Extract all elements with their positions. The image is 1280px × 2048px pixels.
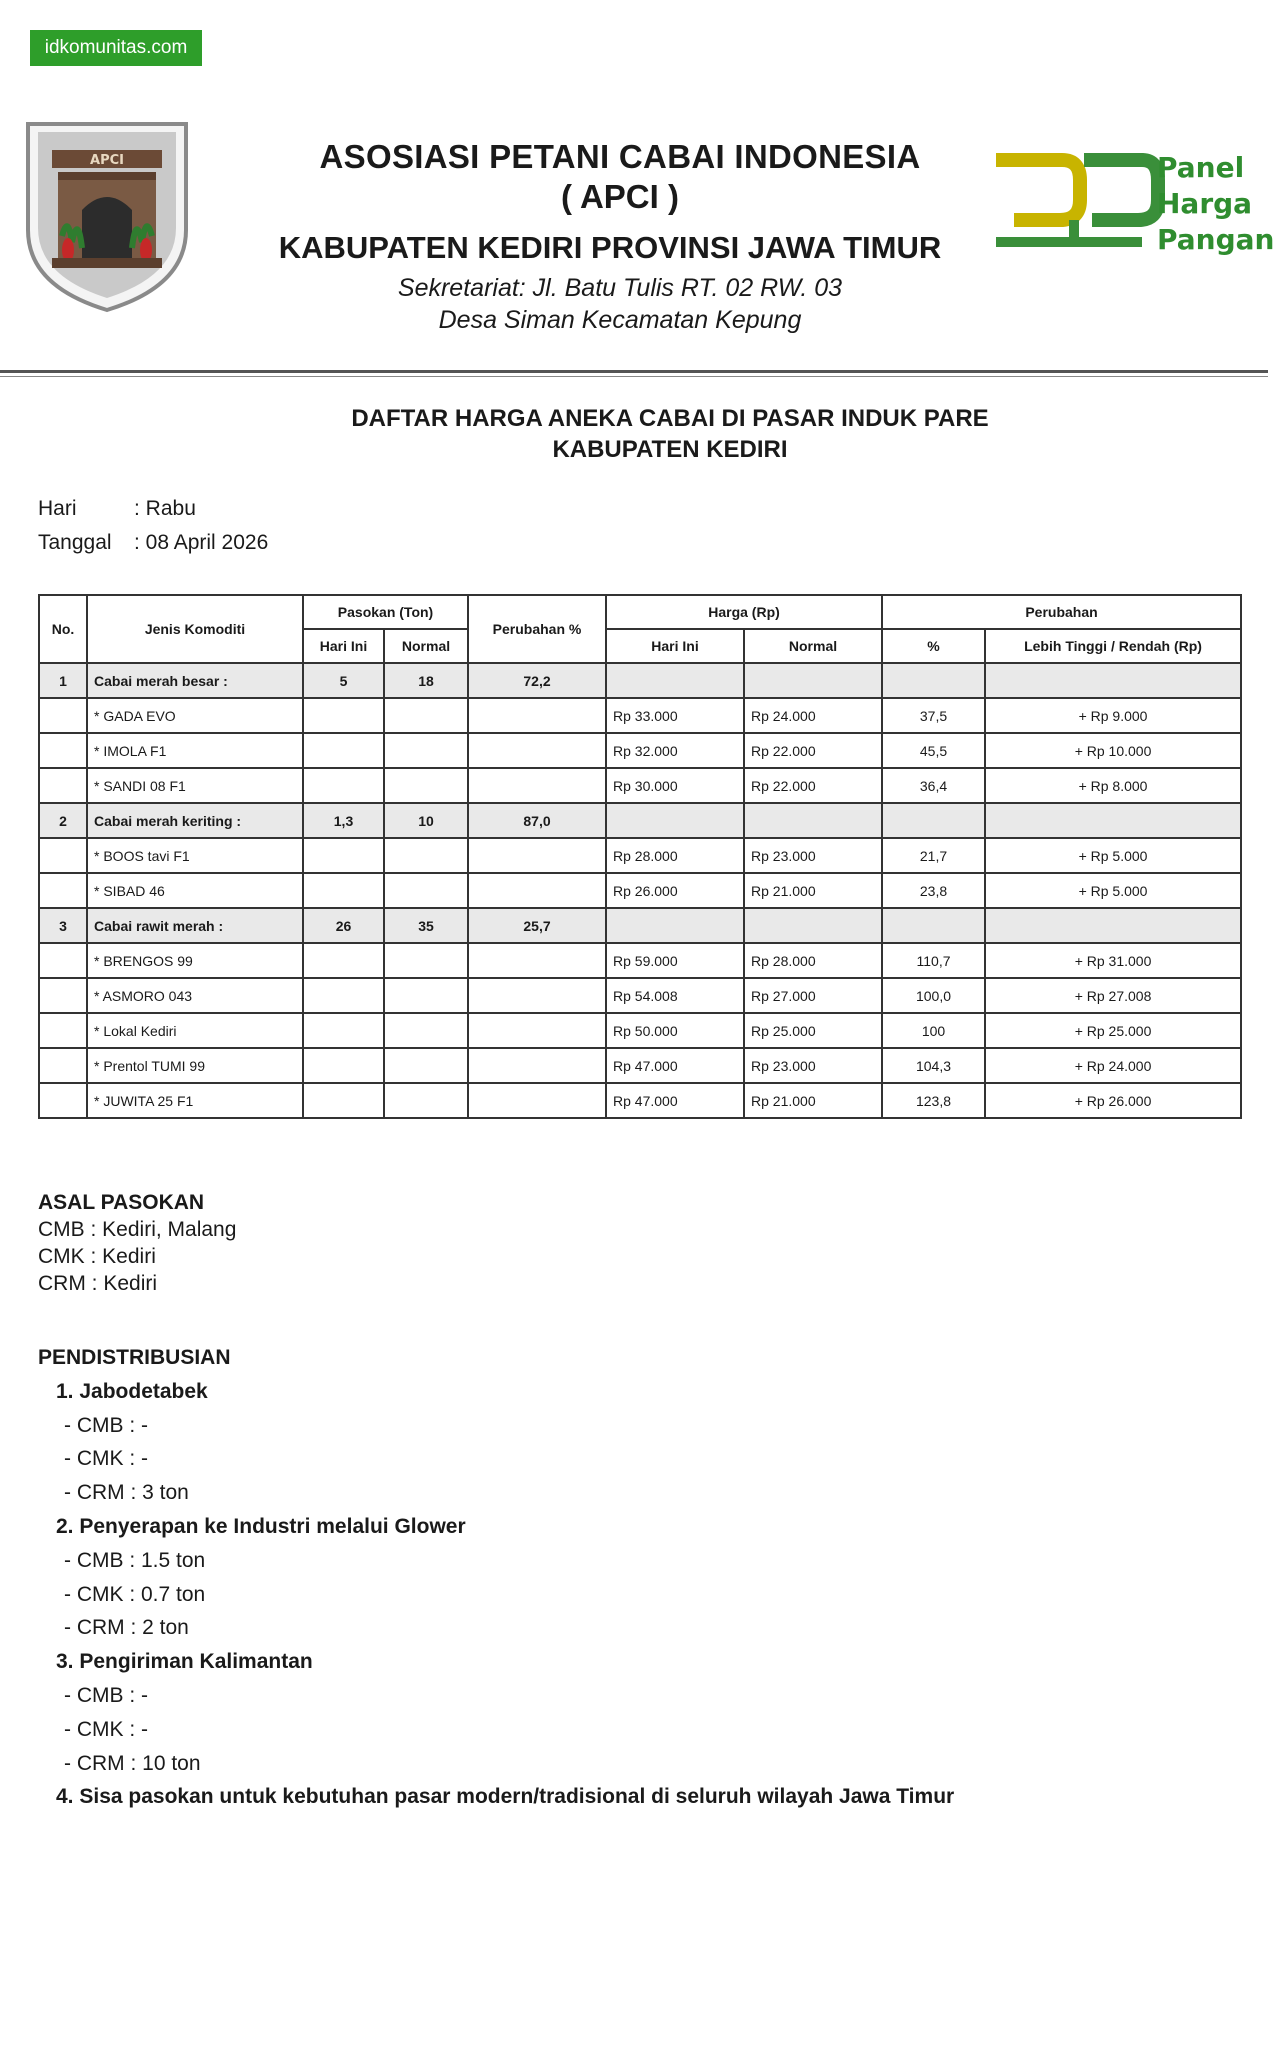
price-change-pct: 123,8	[882, 1083, 985, 1118]
empty-cell	[468, 733, 606, 768]
empty-cell	[744, 803, 882, 838]
price-change-diff: + Rp 10.000	[985, 733, 1241, 768]
day-info	[38, 497, 196, 521]
row-number: 3	[39, 908, 87, 943]
date-value: : 08 April 2026	[134, 531, 269, 554]
variety-name: * Prentol TUMI 99	[87, 1048, 303, 1083]
empty-cell	[384, 978, 468, 1013]
price-change-pct: 100,0	[882, 978, 985, 1013]
price-normal: Rp 27.000	[744, 978, 882, 1013]
empty-cell	[468, 768, 606, 803]
price-change-diff: + Rp 27.008	[985, 978, 1241, 1013]
empty-cell	[882, 803, 985, 838]
header-price-today: Hari Ini	[606, 629, 744, 663]
distribution-subitem: - CMB : -	[64, 1413, 148, 1437]
org-abbreviation: ( APCI )	[561, 178, 679, 215]
document-subtitle: KABUPATEN KEDIRI	[552, 436, 788, 463]
empty-cell	[384, 838, 468, 873]
supply-origin-section	[38, 1190, 236, 1298]
table-row	[39, 838, 1241, 873]
table-row	[39, 873, 1241, 908]
empty-cell	[303, 943, 384, 978]
empty-cell	[384, 873, 468, 908]
price-change-pct: 21,7	[882, 838, 985, 873]
logo-text-line: Pangan	[1157, 223, 1275, 256]
logo-text-line: Harga	[1157, 187, 1253, 220]
header-divider	[0, 370, 1268, 373]
empty-cell	[468, 838, 606, 873]
distribution-item: 3. Pengiriman Kalimantan	[56, 1650, 313, 1674]
table-group-row	[39, 663, 1241, 698]
price-normal: Rp 25.000	[744, 1013, 882, 1048]
empty-cell	[39, 873, 87, 908]
empty-cell	[606, 803, 744, 838]
distribution-subitem: - CRM : 10 ton	[64, 1751, 201, 1775]
distribution-item: 1. Jabodetabek	[56, 1379, 208, 1403]
empty-cell	[303, 978, 384, 1013]
price-today: Rp 54.008	[606, 978, 744, 1013]
empty-cell	[303, 768, 384, 803]
distribution-subitem: - CMB : -	[64, 1683, 148, 1707]
panel-harga-pangan-text	[1157, 150, 1274, 258]
empty-cell	[39, 838, 87, 873]
logo-text-line: Panel	[1157, 151, 1245, 184]
distribution-section	[38, 1341, 954, 1814]
table-row	[39, 943, 1241, 978]
variety-name: * JUWITA 25 F1	[87, 1083, 303, 1118]
price-table	[38, 594, 1242, 1119]
price-change-diff: + Rp 25.000	[985, 1013, 1241, 1048]
price-today: Rp 50.000	[606, 1013, 744, 1048]
price-change-pct: 100	[882, 1013, 985, 1048]
supply-origin-line: CMK : Kediri	[38, 1245, 156, 1268]
empty-cell	[384, 1048, 468, 1083]
distribution-subitem: - CRM : 2 ton	[64, 1616, 189, 1640]
supply-origin-line: CMB : Kediri, Malang	[38, 1218, 237, 1241]
variety-name: * Lokal Kediri	[87, 1013, 303, 1048]
variety-name: * SANDI 08 F1	[87, 768, 303, 803]
empty-cell	[606, 908, 744, 943]
date-label: Tanggal	[38, 531, 112, 554]
price-change-pct: 36,4	[882, 768, 985, 803]
price-change-pct: 45,5	[882, 733, 985, 768]
distribution-item: 2. Penyerapan ke Industri melalui Glower	[56, 1514, 466, 1538]
empty-cell	[985, 803, 1241, 838]
empty-cell	[303, 698, 384, 733]
empty-cell	[384, 1013, 468, 1048]
table-row	[39, 1013, 1241, 1048]
variety-name: * GADA EVO	[87, 698, 303, 733]
empty-cell	[303, 1048, 384, 1083]
empty-cell	[985, 908, 1241, 943]
empty-cell	[384, 1083, 468, 1118]
header-price-normal: Normal	[744, 629, 882, 663]
price-change-diff: + Rp 24.000	[985, 1048, 1241, 1083]
supply-change-pct: 25,7	[468, 908, 606, 943]
price-change-pct: 104,3	[882, 1048, 985, 1083]
supply-today: 5	[303, 663, 384, 698]
price-change-diff: + Rp 26.000	[985, 1083, 1241, 1118]
empty-cell	[468, 873, 606, 908]
table-row	[39, 698, 1241, 733]
price-normal: Rp 23.000	[744, 1048, 882, 1083]
empty-cell	[744, 663, 882, 698]
variety-name: * ASMORO 043	[87, 978, 303, 1013]
table-row	[39, 978, 1241, 1013]
supply-origin-title: ASAL PASOKAN	[38, 1191, 205, 1214]
empty-cell	[384, 698, 468, 733]
supply-normal: 18	[384, 663, 468, 698]
distribution-subitem: - CMK : -	[64, 1447, 148, 1471]
header-supply: Pasokan (Ton)	[303, 595, 468, 629]
price-today: Rp 26.000	[606, 873, 744, 908]
supply-change-pct: 87,0	[468, 803, 606, 838]
price-normal: Rp 28.000	[744, 943, 882, 978]
empty-cell	[468, 698, 606, 733]
apci-shield-logo	[22, 118, 192, 314]
empty-cell	[39, 978, 87, 1013]
empty-cell	[384, 768, 468, 803]
empty-cell	[606, 663, 744, 698]
variety-name: * SIBAD 46	[87, 873, 303, 908]
header-no: No.	[39, 595, 87, 663]
empty-cell	[468, 943, 606, 978]
price-today: Rp 30.000	[606, 768, 744, 803]
variety-name: * IMOLA F1	[87, 733, 303, 768]
empty-cell	[384, 943, 468, 978]
header-change-diff: Lebih Tinggi / Rendah (Rp)	[985, 629, 1241, 663]
supply-normal: 10	[384, 803, 468, 838]
header-supply-change: Perubahan %	[468, 595, 606, 663]
price-change-diff: + Rp 5.000	[985, 873, 1241, 908]
empty-cell	[39, 698, 87, 733]
commodity-group-name: Cabai merah besar :	[87, 663, 303, 698]
price-normal: Rp 21.000	[744, 873, 882, 908]
header-price: Harga (Rp)	[606, 595, 882, 629]
header-supply-normal: Normal	[384, 629, 468, 663]
logo-banner-text: APCI	[90, 153, 124, 168]
empty-cell	[985, 663, 1241, 698]
day-value: : Rabu	[134, 497, 196, 520]
price-normal: Rp 21.000	[744, 1083, 882, 1118]
header-commodity: Jenis Komoditi	[87, 595, 303, 663]
supply-origin-line: CRM : Kediri	[38, 1272, 158, 1295]
empty-cell	[39, 1083, 87, 1118]
org-region: KABUPATEN KEDIRI PROVINSI JAWA TIMUR	[278, 230, 942, 265]
empty-cell	[39, 1048, 87, 1083]
empty-cell	[39, 733, 87, 768]
distribution-subitem: - CMK : 0.7 ton	[64, 1582, 206, 1606]
table-row	[39, 1048, 1241, 1083]
date-info	[38, 531, 268, 555]
day-label: Hari	[38, 497, 77, 520]
empty-cell	[303, 733, 384, 768]
commodity-group-name: Cabai rawit merah :	[87, 908, 303, 943]
distribution-title: PENDISTRIBUSIAN	[38, 1346, 231, 1369]
header-supply-today: Hari Ini	[303, 629, 384, 663]
price-change-diff: + Rp 5.000	[985, 838, 1241, 873]
empty-cell	[384, 733, 468, 768]
table-row	[39, 768, 1241, 803]
empty-cell	[303, 838, 384, 873]
price-today: Rp 59.000	[606, 943, 744, 978]
price-normal: Rp 22.000	[744, 768, 882, 803]
watermark-label: idkomunitas.com	[30, 30, 202, 66]
empty-cell	[882, 908, 985, 943]
org-name: ASOSIASI PETANI CABAI INDONESIA	[319, 138, 921, 175]
price-change-diff: + Rp 31.000	[985, 943, 1241, 978]
commodity-group-name: Cabai merah keriting :	[87, 803, 303, 838]
header-divider-thin	[0, 376, 1268, 377]
price-change-diff: + Rp 8.000	[985, 768, 1241, 803]
distribution-subitem: - CMB : 1.5 ton	[64, 1548, 206, 1572]
empty-cell	[744, 908, 882, 943]
supply-today: 26	[303, 908, 384, 943]
variety-name: * BRENGOS 99	[87, 943, 303, 978]
empty-cell	[468, 978, 606, 1013]
empty-cell	[39, 768, 87, 803]
price-table-body	[39, 663, 1241, 1118]
price-today: Rp 47.000	[606, 1048, 744, 1083]
empty-cell	[468, 1013, 606, 1048]
price-today: Rp 28.000	[606, 838, 744, 873]
table-group-row	[39, 803, 1241, 838]
empty-cell	[39, 943, 87, 978]
supply-change-pct: 72,2	[468, 663, 606, 698]
distribution-subitem: - CRM : 3 ton	[64, 1481, 189, 1505]
supply-today: 1,3	[303, 803, 384, 838]
variety-name: * BOOS tavi F1	[87, 838, 303, 873]
price-today: Rp 33.000	[606, 698, 744, 733]
price-normal: Rp 24.000	[744, 698, 882, 733]
empty-cell	[468, 1048, 606, 1083]
price-change-pct: 37,5	[882, 698, 985, 733]
price-today: Rp 32.000	[606, 733, 744, 768]
price-normal: Rp 22.000	[744, 733, 882, 768]
org-address-line1: Sekretariat: Jl. Batu Tulis RT. 02 RW. 03	[397, 274, 843, 302]
supply-normal: 35	[384, 908, 468, 943]
distribution-item: 4. Sisa pasokan untuk kebutuhan pasar modern/tradisional di seluruh wilayah Jawa Timur	[56, 1785, 955, 1809]
header-change: Perubahan	[882, 595, 1241, 629]
row-number: 2	[39, 803, 87, 838]
price-change-diff: + Rp 9.000	[985, 698, 1241, 733]
table-row	[39, 733, 1241, 768]
empty-cell	[882, 663, 985, 698]
org-address-line2: Desa Siman Kecamatan Kepung	[438, 306, 802, 334]
empty-cell	[303, 1083, 384, 1118]
price-change-pct: 110,7	[882, 943, 985, 978]
empty-cell	[39, 1013, 87, 1048]
empty-cell	[468, 1083, 606, 1118]
row-number: 1	[39, 663, 87, 698]
price-change-pct: 23,8	[882, 873, 985, 908]
price-normal: Rp 23.000	[744, 838, 882, 873]
price-today: Rp 47.000	[606, 1083, 744, 1118]
table-group-row	[39, 908, 1241, 943]
empty-cell	[303, 1013, 384, 1048]
document-title: DAFTAR HARGA ANEKA CABAI DI PASAR INDUK PARE	[351, 405, 989, 432]
empty-cell	[303, 873, 384, 908]
distribution-subitem: - CMK : -	[64, 1717, 148, 1741]
table-row	[39, 1083, 1241, 1118]
header-change-pct: %	[882, 629, 985, 663]
